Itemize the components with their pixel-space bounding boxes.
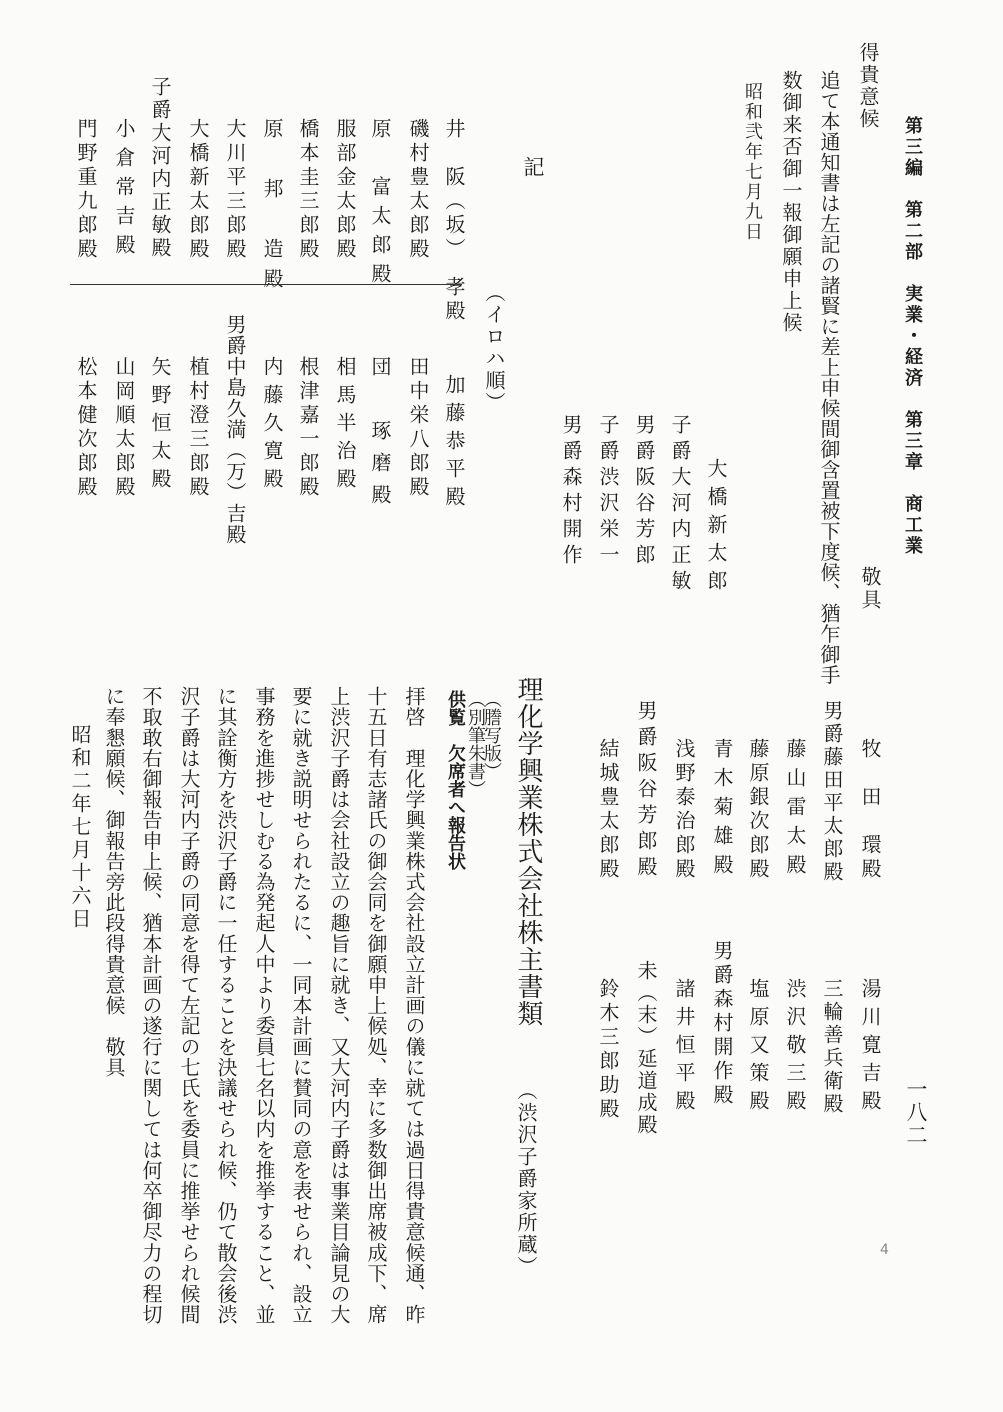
sender-name: 男爵阪谷芳郎 <box>632 414 656 570</box>
list-item: 内藤久寛殿 <box>260 356 284 496</box>
list-item: 諸井恒平殿 <box>672 978 696 1118</box>
body-line: 上渋沢子爵は会社設立の趣旨に就き、又大河内子爵は事業目論見の大 <box>327 686 351 1325</box>
list-item: 磯村豊太郎殿 <box>406 118 430 262</box>
list-item: 鈴木三郎助殿 <box>596 978 620 1122</box>
list-item: 団 琢磨殿 <box>368 356 392 516</box>
list-item: 子爵大河内正敏殿 <box>148 76 172 260</box>
body-line: に其詮衡方を渋沢子爵に一任することを決議せられ候、仍て散会後渋 <box>214 686 238 1325</box>
list-item: 加藤恭平殿 <box>442 374 466 514</box>
list-item: 大橋新太郎殿 <box>186 118 210 262</box>
note-circulation: 供覧 欠席者へ報告状 <box>445 690 466 870</box>
note-mimeograph: （謄写版） <box>481 690 502 780</box>
list-item: 藤山雷太殿 <box>783 738 807 883</box>
list-item: 結城豊太郎殿 <box>596 738 620 882</box>
list-item: 塩原又策殿 <box>746 978 770 1118</box>
sender-name: 子爵渋沢栄一 <box>596 414 620 570</box>
letter-line-1: 得貴意候 <box>856 42 880 130</box>
source-note: （渋沢子爵家所蔵） <box>514 1080 538 1278</box>
list-item: 服部金太郎殿 <box>333 118 357 262</box>
list-item: 門野重九郎殿 <box>74 118 98 262</box>
body-line: 要に就き説明せられたるに、一同本計画に賛同の意を表せられ、設立 <box>289 686 313 1325</box>
note-red-ink: （別筆朱書） <box>465 690 486 798</box>
body-line: 不取敢右御報告申上候、猶本計画の遂行に関しては何卒御尽力の程切 <box>139 686 163 1325</box>
list-item: 男爵森村開作殿 <box>710 940 734 1108</box>
letter-line-3: 数御来否御一報御願申上候 <box>779 70 803 334</box>
section-date: 昭和二年七月十六日 <box>68 724 92 931</box>
list-item: 相馬半治殿 <box>333 356 357 496</box>
ki-heading: 記 <box>521 156 545 177</box>
body-line: に奉懇願候、御報告旁此段得貴意候 敬具 <box>102 686 126 1078</box>
list-item: 牧 田 環殿 <box>858 738 882 882</box>
list-item: 大川平三郎殿 <box>223 118 247 262</box>
sender-name: 男爵森村開作 <box>559 414 583 570</box>
list-item: 三輪善兵衛殿 <box>820 978 844 1116</box>
page-number: 一八二 <box>904 1078 928 1147</box>
list-item: 原 邦 造殿 <box>260 118 284 298</box>
body-line: 拝啓 理化学興業株式会社設立計画の儀に就ては過日得貴意候通、昨 <box>402 686 426 1325</box>
letter-line-2: 追て本通知書は左記の諸賢に差上申候間御含置被下度候、猶乍御手 <box>817 70 841 685</box>
sender-name: 大橋新太郎 <box>704 458 728 598</box>
letter-closing: 敬具 <box>858 566 882 612</box>
body-line: 沢子爵は大河内子爵の同意を得て左記の七氏を委員に推挙せられ候間 <box>177 686 201 1325</box>
list-item: 青木菊雄殿 <box>710 738 734 883</box>
margin-mark: 4 <box>880 1242 889 1258</box>
list-item: 浅野泰治郎殿 <box>672 738 696 882</box>
list-item: 松本健次郎殿 <box>74 356 98 500</box>
list-item: 湯川寛吉殿 <box>858 978 882 1118</box>
running-head: 第三編 第二部 実業・経済 第三章 商工業 <box>902 116 923 557</box>
letter-date: 昭和弐年七月九日 <box>742 82 763 242</box>
sender-name: 子爵大河内正敏 <box>668 414 692 596</box>
list-item: 藤原銀次郎殿 <box>746 738 770 882</box>
list-item: 未（末）延道成殿 <box>634 960 658 1136</box>
list-item: 矢野恒太殿 <box>148 356 172 496</box>
list-item: 男爵中島久満（万）吉殿 <box>223 314 247 545</box>
list-item: 男爵阪谷芳郎殿 <box>634 700 658 882</box>
order-note: （イロハ順） <box>482 282 506 414</box>
list-item: 田中栄八郎殿 <box>406 356 430 500</box>
list-item: 山岡順太郎殿 <box>112 356 136 500</box>
list-item: 原 富太郎殿 <box>368 118 392 292</box>
list-item: 橋本圭三郎殿 <box>296 118 320 262</box>
section-title: 理化学興業株式会社株主書類 <box>513 676 543 1027</box>
list-item: 井 阪（坂） 孝殿 <box>442 118 466 324</box>
separator-rule <box>70 284 462 285</box>
body-line: 十五日有志諸氏の御会同を御願申上候処、幸に多数御出席被成下、席 <box>364 686 388 1325</box>
list-item: 男爵藤田平太郎殿 <box>820 700 844 884</box>
list-item: 根津嘉一郎殿 <box>296 356 320 500</box>
body-line: 事務を進捗せしむる為発起人中より委員七名以内を推挙すること、並 <box>252 686 276 1325</box>
list-item: 小倉常吉殿 <box>112 118 136 263</box>
list-item: 渋沢敬三殿 <box>783 978 807 1118</box>
list-item: 植村澄三郎殿 <box>186 356 210 500</box>
